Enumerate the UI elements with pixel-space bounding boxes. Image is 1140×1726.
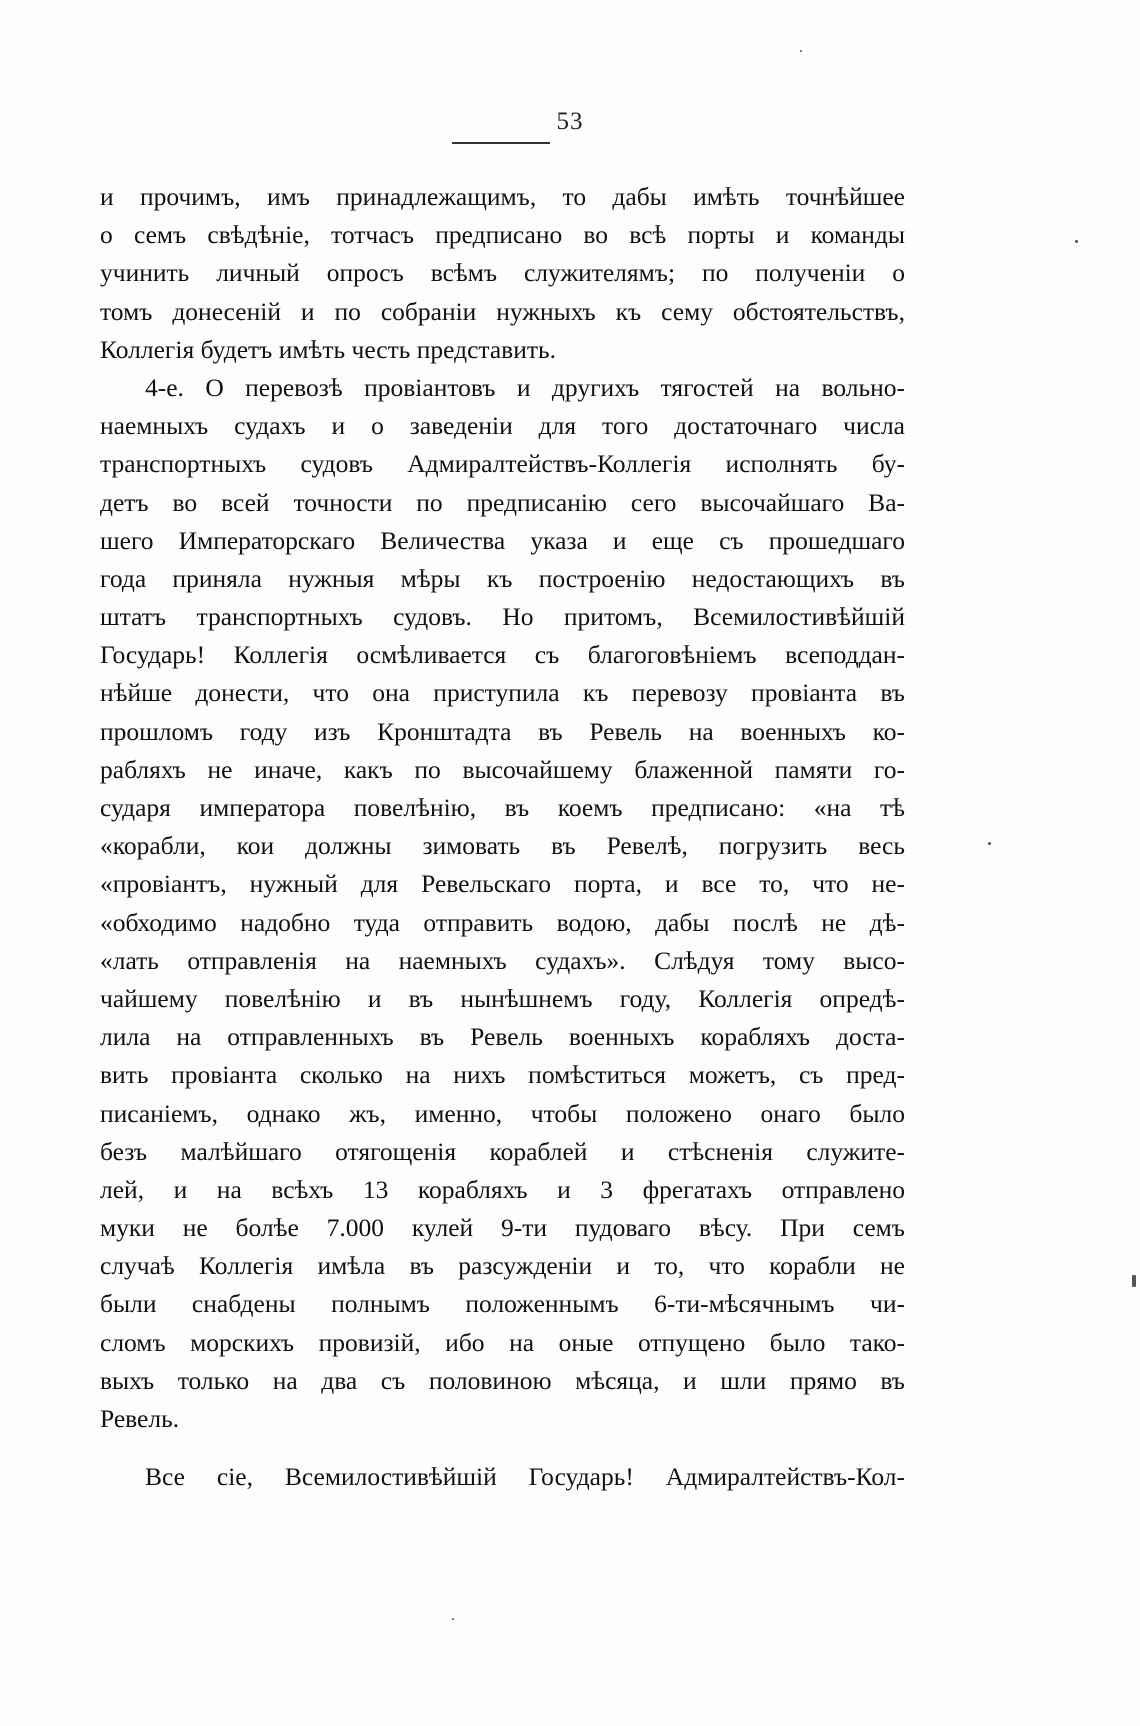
text-line: штатъ транспортныхъ судовъ. Но притомъ, Всемилостивѣйшій [100, 602, 905, 632]
text-line: были снабдены полнымъ положеннымъ 6-ти-мѣсячнымъ чи- [100, 1289, 905, 1319]
text-line: писаніемъ, однако жъ, именно, чтобы положено онаго было [100, 1098, 905, 1128]
text-line: выхъ только на два съ половиною мѣсяца, и шли прямо въ [100, 1365, 905, 1395]
text-line: «провіантъ, нужный для Ревельскаго порта, и все то, что не- [100, 869, 905, 899]
text-line: лила на отправленныхъ въ Ревель военныхъ корабляхъ доста- [100, 1022, 905, 1052]
text-line: «корабли, кои должны зимовать въ Ревелѣ, погрузить весь [100, 831, 905, 861]
text-line: лей, и на всѣхъ 13 корабляхъ и 3 фрегатахъ отправлено [100, 1174, 905, 1204]
text-line: Ревель. [100, 1404, 180, 1433]
text-line: Коллегія будетъ имѣть честь представить. [100, 334, 557, 364]
text-line: транспортныхъ судовъ Адмиралтействъ-Коллегія исполнять бу- [100, 449, 905, 479]
text-line: Государь! Коллегія осмѣливается съ благоговѣніемъ всеподдан- [100, 640, 905, 670]
text-line: «обходимо надобно туда отправить водою, дабы послѣ не дѣ- [100, 907, 905, 937]
text-line: сударя императора повелѣнію, въ коемъ предписано: «на тѣ [100, 793, 905, 822]
text-line: сломъ морскихъ провизій, ибо на оные отпущено было тако- [100, 1327, 905, 1357]
text-line: детъ во всей точности по предписанію сего высочайшаго Ва- [100, 487, 905, 517]
paragraph-2 [100, 369, 905, 1438]
text-line: наемныхъ судахъ и о заведеніи для того достаточнаго числа [100, 411, 905, 441]
paragraph-3 [100, 1458, 905, 1496]
text-line: года приняла нужныя мѣры къ построенію недостающихъ въ [100, 563, 905, 593]
text-line: томъ донесеній и по собраніи нужныхъ къ сему обстоятельствъ, [100, 296, 905, 326]
scan-speck [452, 1618, 454, 1620]
body-text [100, 178, 905, 1496]
text-line: Все сіе, Всемилостивѣйшій Государь! Адмиралтействъ-Кол- [145, 1462, 905, 1492]
page-number: 53 [556, 108, 584, 135]
text-line: прошломъ году изъ Кронштадта въ Ревель на военныхъ ко- [100, 716, 905, 746]
text-line: 4-е. О перевозѣ провіантовъ и другихъ тягостей на вольно- [145, 372, 905, 402]
text-line: чайшему повелѣнію и въ нынѣшнемъ году, Коллегія опредѣ- [100, 983, 905, 1013]
scan-speck [988, 842, 991, 845]
page-number-rule [452, 142, 550, 144]
paragraph-1 [100, 178, 905, 369]
text-line: учинить личный опросъ всѣмъ служителямъ; по полученіи о [100, 258, 905, 288]
text-line: о семъ свѣдѣніе, тотчасъ предписано во всѣ порты и команды [100, 220, 905, 250]
paragraph-gap [100, 1438, 905, 1458]
text-line: нѣйше донести, что она приступила къ перевозу провіанта въ [100, 678, 905, 708]
text-line: шего Императорскаго Величества указа и еще съ прошедшаго [100, 525, 905, 555]
text-line: вить провіанта сколько на нихъ помѣститься можетъ, съ пред- [100, 1060, 905, 1090]
text-line: безъ малѣйшаго отягощенія кораблей и стѣсненія служите- [100, 1136, 905, 1166]
text-line: и прочимъ, имъ принадлежащимъ, то дабы имѣть точнѣйшее [100, 182, 905, 211]
text-line: муки не болѣе 7.000 кулей 9-ти пудоваго вѣсу. При семъ [100, 1213, 905, 1243]
text-line: рабляхъ не иначе, какъ по высочайшему блаженной памяти го- [100, 754, 905, 784]
scan-speck [1132, 1275, 1136, 1287]
text-line: «лать отправленія на наемныхъ судахъ». Слѣдуя тому высо- [100, 945, 905, 975]
scan-speck [800, 50, 802, 52]
text-line: случаѣ Коллегія имѣла въ разсужденіи и то, что корабли не [100, 1251, 905, 1281]
scan-speck [1075, 240, 1078, 243]
